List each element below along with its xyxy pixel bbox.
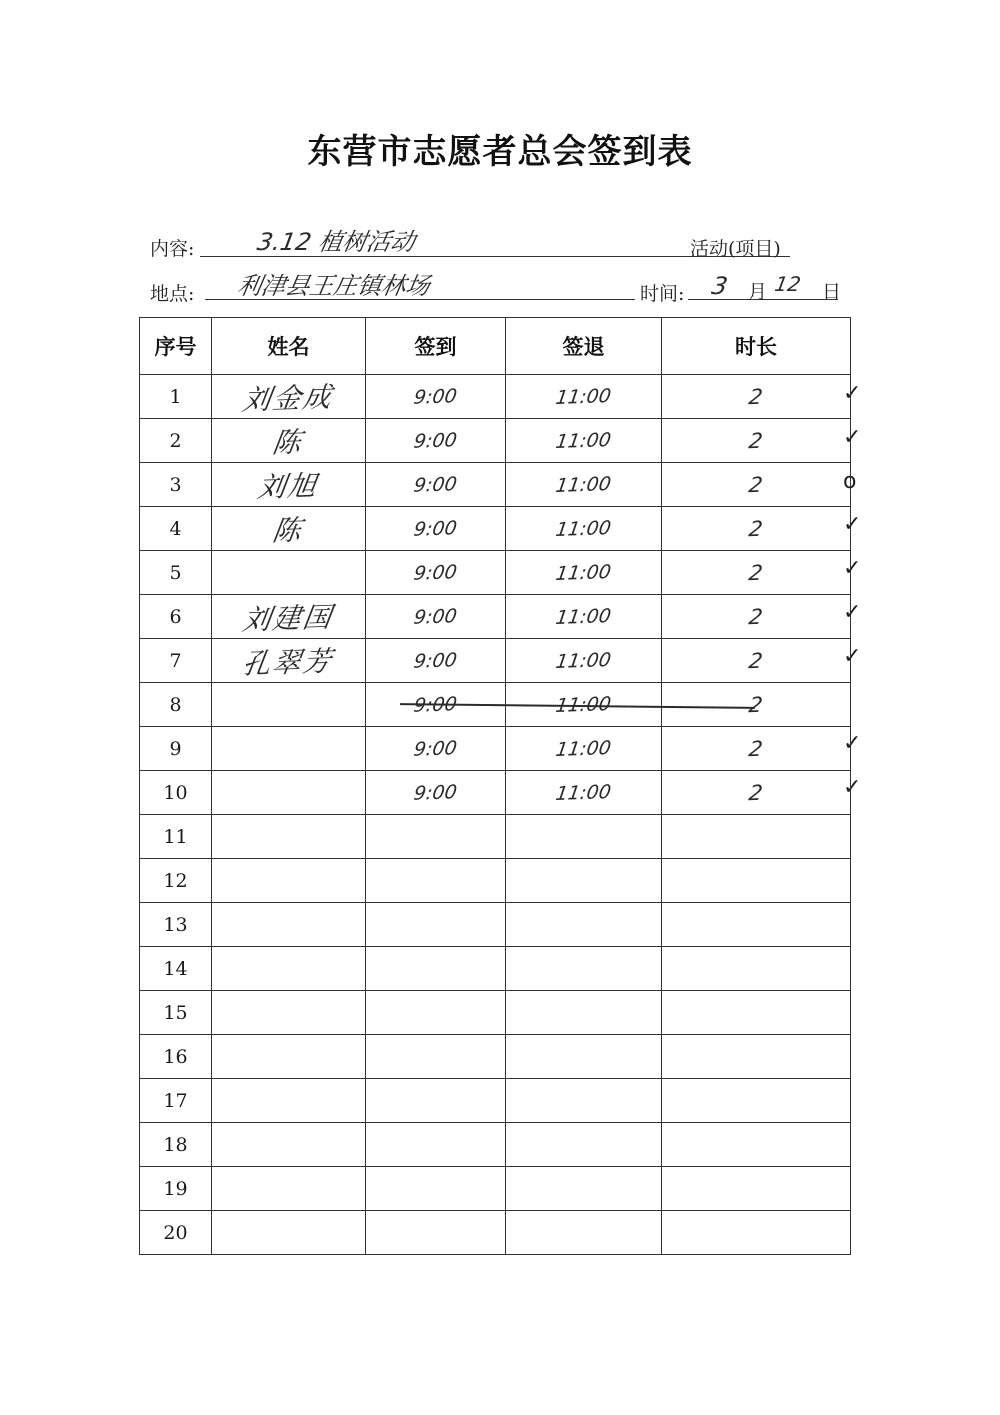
row-duration: 2 xyxy=(747,560,765,585)
row-name: 刘建国 xyxy=(240,599,336,637)
row-name-cell xyxy=(212,595,366,639)
activity-type-label: 活动(项目) xyxy=(690,238,781,260)
row-name: 陈 xyxy=(270,512,306,548)
row-duration-cell xyxy=(662,507,851,551)
row-signin-time-cell xyxy=(366,1035,506,1079)
row-number: 18 xyxy=(140,1123,212,1167)
row-signin-time-cell xyxy=(366,859,506,903)
row-number: 10 xyxy=(140,771,212,815)
row-signout-time-cell xyxy=(506,991,662,1035)
row-name: 陈 xyxy=(270,424,306,460)
row-signin-time-cell xyxy=(366,991,506,1035)
row-duration-cell xyxy=(662,1035,851,1079)
row-name-cell xyxy=(212,991,366,1035)
row-signout-time-cell xyxy=(506,595,662,639)
row-signout-time-cell xyxy=(506,815,662,859)
row-duration-cell xyxy=(662,551,851,595)
content-value: 3.12 植树活动 xyxy=(255,228,418,256)
row-signout-time: 11:00 xyxy=(554,384,613,409)
table-row xyxy=(140,947,851,991)
row-duration-cell xyxy=(662,727,851,771)
row-duration: 2 xyxy=(747,780,765,805)
row-number: 6 xyxy=(140,595,212,639)
row-signout-time-cell xyxy=(506,507,662,551)
row-name: 刘旭 xyxy=(255,468,321,504)
table-row xyxy=(140,507,851,551)
row-name-cell xyxy=(212,1211,366,1255)
row-duration: 2 xyxy=(747,648,765,673)
table-header-row xyxy=(140,318,851,375)
row-name-cell xyxy=(212,463,366,507)
check-mark: ✓ xyxy=(843,775,862,801)
row-name-cell xyxy=(212,1167,366,1211)
row-number: 7 xyxy=(140,639,212,683)
row-signin-time-cell xyxy=(366,903,506,947)
header-signin: 签到 xyxy=(366,318,506,375)
row-signin-time: 9:00 xyxy=(412,780,459,805)
row-duration-cell xyxy=(662,1079,851,1123)
month-label: 月 xyxy=(748,281,768,303)
row-name-cell xyxy=(212,375,366,419)
row-signout-time-cell xyxy=(506,419,662,463)
row-signout-time-cell xyxy=(506,903,662,947)
table-row xyxy=(140,991,851,1035)
row-duration-cell xyxy=(662,903,851,947)
row-name: 孔翠芳 xyxy=(240,643,336,681)
row-name-cell xyxy=(212,1079,366,1123)
row-signin-time: 9:00 xyxy=(412,384,459,409)
row-duration-cell xyxy=(662,595,851,639)
row-number: 11 xyxy=(140,815,212,859)
signin-table xyxy=(139,317,851,1255)
row-signout-time-cell xyxy=(506,771,662,815)
table-row xyxy=(140,1079,851,1123)
row-signin-time-cell xyxy=(366,1211,506,1255)
row-duration-cell xyxy=(662,1167,851,1211)
row-number: 4 xyxy=(140,507,212,551)
header-signout: 签退 xyxy=(506,318,662,375)
table-row xyxy=(140,463,851,507)
page-title: 东营市志愿者总会签到表 xyxy=(307,132,693,172)
row-signout-time-cell xyxy=(506,1167,662,1211)
row-signin-time: 9:00 xyxy=(412,692,459,717)
row-duration: 2 xyxy=(747,692,765,717)
row-name-cell xyxy=(212,639,366,683)
check-mark: ✓ xyxy=(843,643,862,669)
row-signin-time-cell xyxy=(366,507,506,551)
row-name-cell xyxy=(212,683,366,727)
row-signin-time-cell xyxy=(366,727,506,771)
row-duration: 2 xyxy=(747,736,765,761)
row-duration-cell xyxy=(662,639,851,683)
row-number: 3 xyxy=(140,463,212,507)
row-name-cell xyxy=(212,419,366,463)
time-label: 时间: xyxy=(640,283,685,305)
row-signout-time-cell xyxy=(506,463,662,507)
row-name-cell xyxy=(212,903,366,947)
check-mark: o xyxy=(843,468,857,494)
row-signin-time-cell xyxy=(366,419,506,463)
row-signin-time-cell xyxy=(366,375,506,419)
check-mark: ✓ xyxy=(843,381,862,406)
row-duration-cell xyxy=(662,771,851,815)
check-mark: ✓ xyxy=(843,424,862,450)
row-signout-time: 11:00 xyxy=(554,780,613,805)
row-signin-time-cell xyxy=(366,463,506,507)
row-duration: 2 xyxy=(747,604,765,629)
row-name-cell xyxy=(212,727,366,771)
row-number: 16 xyxy=(140,1035,212,1079)
row-duration: 2 xyxy=(747,516,765,541)
table-row xyxy=(140,551,851,595)
row-name-cell xyxy=(212,947,366,991)
row-signin-time: 9:00 xyxy=(412,604,459,629)
row-signout-time-cell xyxy=(506,1035,662,1079)
table-row xyxy=(140,859,851,903)
row-number: 13 xyxy=(140,903,212,947)
row-signout-time-cell xyxy=(506,1079,662,1123)
row-signout-time: 11:00 xyxy=(554,736,613,761)
row-number: 8 xyxy=(140,683,212,727)
row-signout-time-cell xyxy=(506,727,662,771)
row-number: 9 xyxy=(140,727,212,771)
content-label: 内容: xyxy=(150,238,195,260)
row-signout-time-cell xyxy=(506,947,662,991)
row-number: 15 xyxy=(140,991,212,1035)
row-signout-time-cell xyxy=(506,859,662,903)
row-duration-cell xyxy=(662,947,851,991)
row-signin-time-cell xyxy=(366,947,506,991)
table-row xyxy=(140,375,851,419)
row-signin-time: 9:00 xyxy=(412,472,459,497)
table-row xyxy=(140,903,851,947)
row-number: 19 xyxy=(140,1167,212,1211)
row-signout-time-cell xyxy=(506,551,662,595)
row-duration: 2 xyxy=(747,384,765,409)
row-number: 1 xyxy=(140,375,212,419)
row-name-cell xyxy=(212,859,366,903)
row-signout-time-cell xyxy=(506,1211,662,1255)
row-signout-time: 11:00 xyxy=(554,428,613,453)
row-duration-cell xyxy=(662,1211,851,1255)
row-duration-cell xyxy=(662,375,851,419)
row-name: 刘金成 xyxy=(240,379,336,417)
table-row xyxy=(140,1167,851,1211)
row-number: 20 xyxy=(140,1211,212,1255)
table-row xyxy=(140,771,851,815)
row-signin-time: 9:00 xyxy=(412,516,459,541)
row-name-cell xyxy=(212,1123,366,1167)
location-label: 地点: xyxy=(150,283,195,305)
month-value: 3 xyxy=(709,272,730,300)
row-signin-time-cell xyxy=(366,1079,506,1123)
row-duration: 2 xyxy=(747,472,765,497)
row-signin-time-cell xyxy=(366,1123,506,1167)
row-signout-time-cell xyxy=(506,375,662,419)
row-number: 14 xyxy=(140,947,212,991)
header-name: 姓名 xyxy=(212,318,366,375)
day-label: 日 xyxy=(822,281,842,303)
row-number: 2 xyxy=(140,419,212,463)
row-signin-time-cell xyxy=(366,815,506,859)
table-row xyxy=(140,727,851,771)
location-value: 利津县王庄镇林场 xyxy=(235,272,433,300)
row-duration-cell xyxy=(662,1123,851,1167)
row-signin-time-cell xyxy=(366,639,506,683)
row-signin-time: 9:00 xyxy=(412,428,459,453)
check-mark: ✓ xyxy=(843,731,862,757)
row-signout-time: 11:00 xyxy=(554,604,613,629)
row-number: 12 xyxy=(140,859,212,903)
row-signin-time-cell xyxy=(366,771,506,815)
row-duration-cell xyxy=(662,859,851,903)
row-signin-time: 9:00 xyxy=(412,648,459,673)
table-row xyxy=(140,1211,851,1255)
row-name-cell xyxy=(212,1035,366,1079)
row-number: 17 xyxy=(140,1079,212,1123)
row-signin-time-cell xyxy=(366,595,506,639)
header-no: 序号 xyxy=(140,318,212,375)
row-signout-time: 11:00 xyxy=(554,472,613,497)
row-signout-time-cell xyxy=(506,639,662,683)
table-row xyxy=(140,419,851,463)
row-duration-cell xyxy=(662,991,851,1035)
check-mark: ✓ xyxy=(843,556,862,582)
day-value: 12 xyxy=(772,272,803,296)
check-mark: ✓ xyxy=(843,512,862,538)
row-number: 5 xyxy=(140,551,212,595)
row-name-cell xyxy=(212,507,366,551)
row-duration: 2 xyxy=(747,428,765,453)
check-mark: ✓ xyxy=(843,600,862,625)
row-signout-time-cell xyxy=(506,1123,662,1167)
row-signout-time: 11:00 xyxy=(554,692,613,717)
row-duration-cell xyxy=(662,463,851,507)
row-signout-time: 11:00 xyxy=(554,560,613,585)
row-signin-time-cell xyxy=(366,551,506,595)
table-row xyxy=(140,815,851,859)
row-signout-time: 11:00 xyxy=(554,516,613,541)
row-signin-time-cell xyxy=(366,1167,506,1211)
table-row xyxy=(140,639,851,683)
row-name-cell xyxy=(212,551,366,595)
row-name-cell xyxy=(212,771,366,815)
row-duration-cell xyxy=(662,419,851,463)
row-name-cell xyxy=(212,815,366,859)
row-duration-cell xyxy=(662,815,851,859)
header-duration: 时长 xyxy=(662,318,851,375)
row-signin-time: 9:00 xyxy=(412,560,459,585)
table-row xyxy=(140,1035,851,1079)
row-duration-cell xyxy=(662,683,851,727)
row-signin-time: 9:00 xyxy=(412,736,459,761)
row-signout-time: 11:00 xyxy=(554,648,613,673)
table-row xyxy=(140,595,851,639)
table-row xyxy=(140,1123,851,1167)
